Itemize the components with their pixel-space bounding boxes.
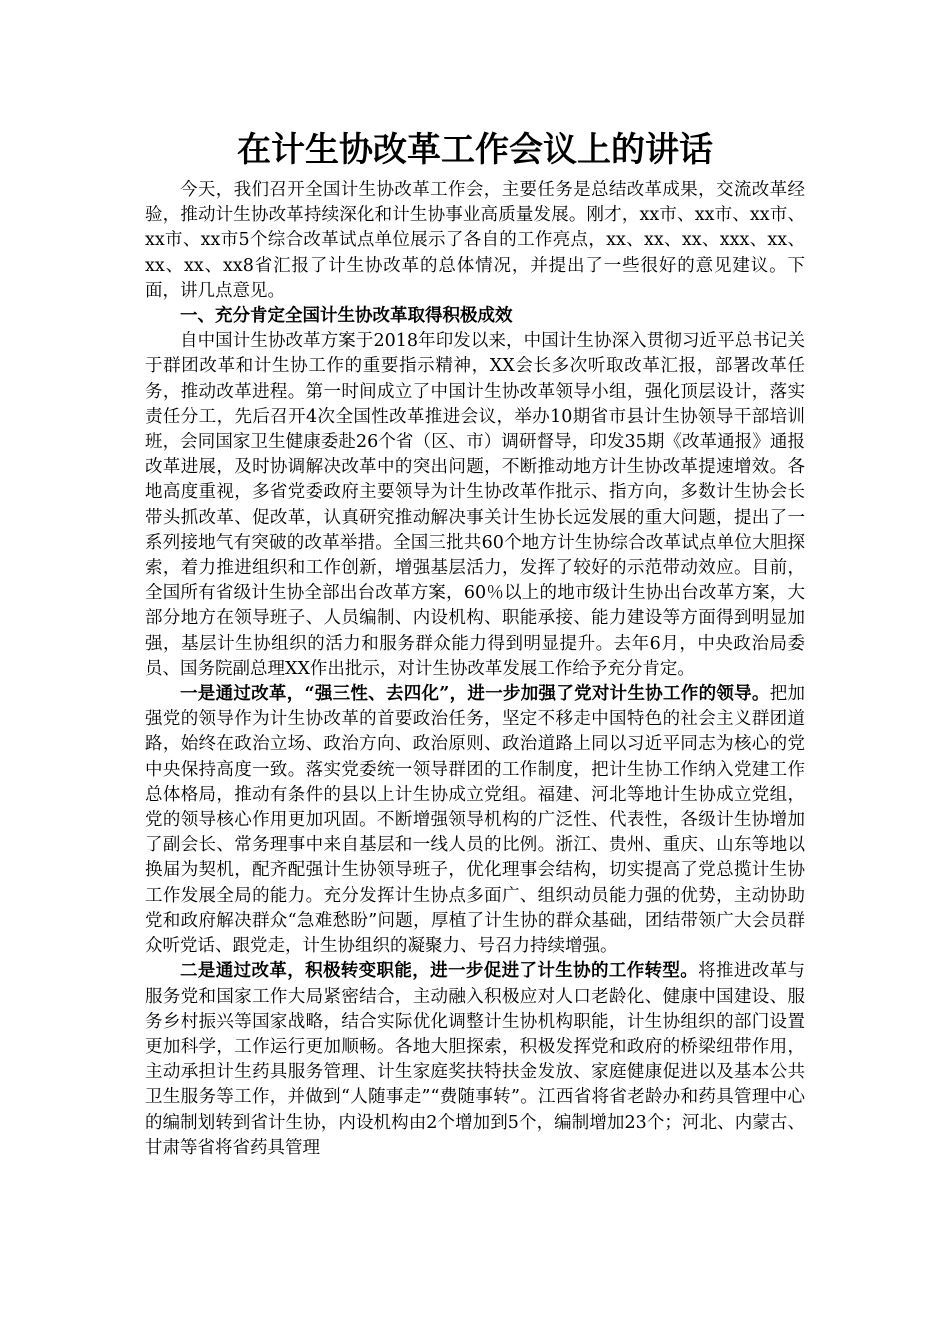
intro-paragraph: 今天，我们召开全国计生协改革工作会，主要任务是总结改革成果，交流改革经验，推动计生协改革持续深化和计生协事业高质量发展。刚才，xx市、xx市、xx市、xx市、xx市5个综合改革试点单位展示了各自的工作亮点，xx、xx、xx、xxx、xx、xx、xx、xx8省汇报了计生协改革的总体情况，并提出了一些很好的意见建议。下面，讲几点意见。 <box>145 180 805 301</box>
section-1-paragraph: 自中国计生协改革方案于2018年印发以来，中国计生协深入贯彻习近平总书记关于群团改革和计生协工作的重要指示精神，XX会长多次听取改革汇报，部署改革任务，推动改革进程。第一时间成立了中国计生协改革领导小组，强化顶层设计，落实责任分工，先后召开4次全国性改革推进会议，举办10期省市县计生协领导干部培训班，会同国家卫生健康委赴26个省（区、市）调研督导，印发35期《改革通报》通报改革进展，及时协调解决改革中的突出问题，不断推动地方计生协改革提速增效。各地高度重视，多省党委政府主要领导为计生协改革作批示、指方向，多数计生协会长带头抓改革、促改革，认真研究推动解决事关计生协长远发展的重大问题，提出了一系列接地气有突破的改革举措。全国三批共60个地方计生协综合改革试点单位大胆探索，着力推进组织和工作创新，增强基层活力，发挥了较好的示范带动效应。目前，全国所有省级计生协全部出台改革方案，60％以上的地市级计生协出台改革方案，大部分地方在领导班子、人员编制、内设机构、职能承接、能力建设等方面得到明显加强，基层计生协组织的活力和服务群众能力得到明显提升。去年6月，中央政治局委员、国务院副总理XX作出批示，对计生协改革发展工作给予充分肯定。 <box>145 331 805 679</box>
point-1-body: 把加强党的领导作为计生协改革的首要政治任务，坚定不移走中国特色的社会主义群团道路，始终在政治立场、政治方向、政治原则、政治道路上同以习近平同志为核心的党中央保持高度一致。落实党委统一领导群团的工作制度，把计生协工作纳入党建工作总体格局，推动有条件的县以上计生协成立党组。福建、河北等地计生协成立党组，党的领导核心作用更加巩固。不断增强领导机构的广泛性、代表性，各级计生协增加了副会长、常务理事中来自基层和一线人员的比例。浙江、贵州、重庆、山东等地以换届为契机，配齐配强计生协领导班子，优化理事会结构，切实提高了党总揽计生协工作发展全局的能力。充分发挥计生协点多面广、组织动员能力强的优势，主动协助党和政府解决群众“急难愁盼”问题，厚植了计生协的群众基础，团结带领广大会员群众听党话、跟党走，计生协组织的凝聚力、号召力持续增强。 <box>145 684 806 957</box>
point-2-body: 将推进改革与服务党和国家工作大局紧密结合，主动融入积极应对人口老龄化、健康中国建设、服务乡村振兴等国家战略，结合实际优化调整计生协机构职能，计生协组织的部门设置更加科学，工作运行更加顺畅。各地大胆探索，积极发挥党和政府的桥梁纽带作用，主动承担计生药具服务管理、计生家庭奖扶特扶金发放、家庭健康促进以及基本公共卫生服务等工作，并做到“人随事走”“费随事转”。江西省将省老龄办和药具管理中心的编制划转到省计生协，内设机构由2个增加到5个，编制增加23个；河北、内蒙古、甘肃等省将省药具管理 <box>145 961 806 1158</box>
point-1-paragraph <box>145 682 805 959</box>
document-title: 在计生协改革工作会议上的讲话 <box>237 130 713 170</box>
point-2-lead: 二是通过改革，积极转变职能，进一步促进了计生协的工作转型。 <box>180 961 699 982</box>
point-2-paragraph <box>145 959 805 1161</box>
document-body <box>145 178 805 1161</box>
point-1-lead: 一是通过改革，“强三性、去四化”，进一步加强了党对计生协工作的领导。 <box>180 684 770 705</box>
section-1-heading: 一、充分肯定全国计生协改革取得积极成效 <box>180 306 513 327</box>
